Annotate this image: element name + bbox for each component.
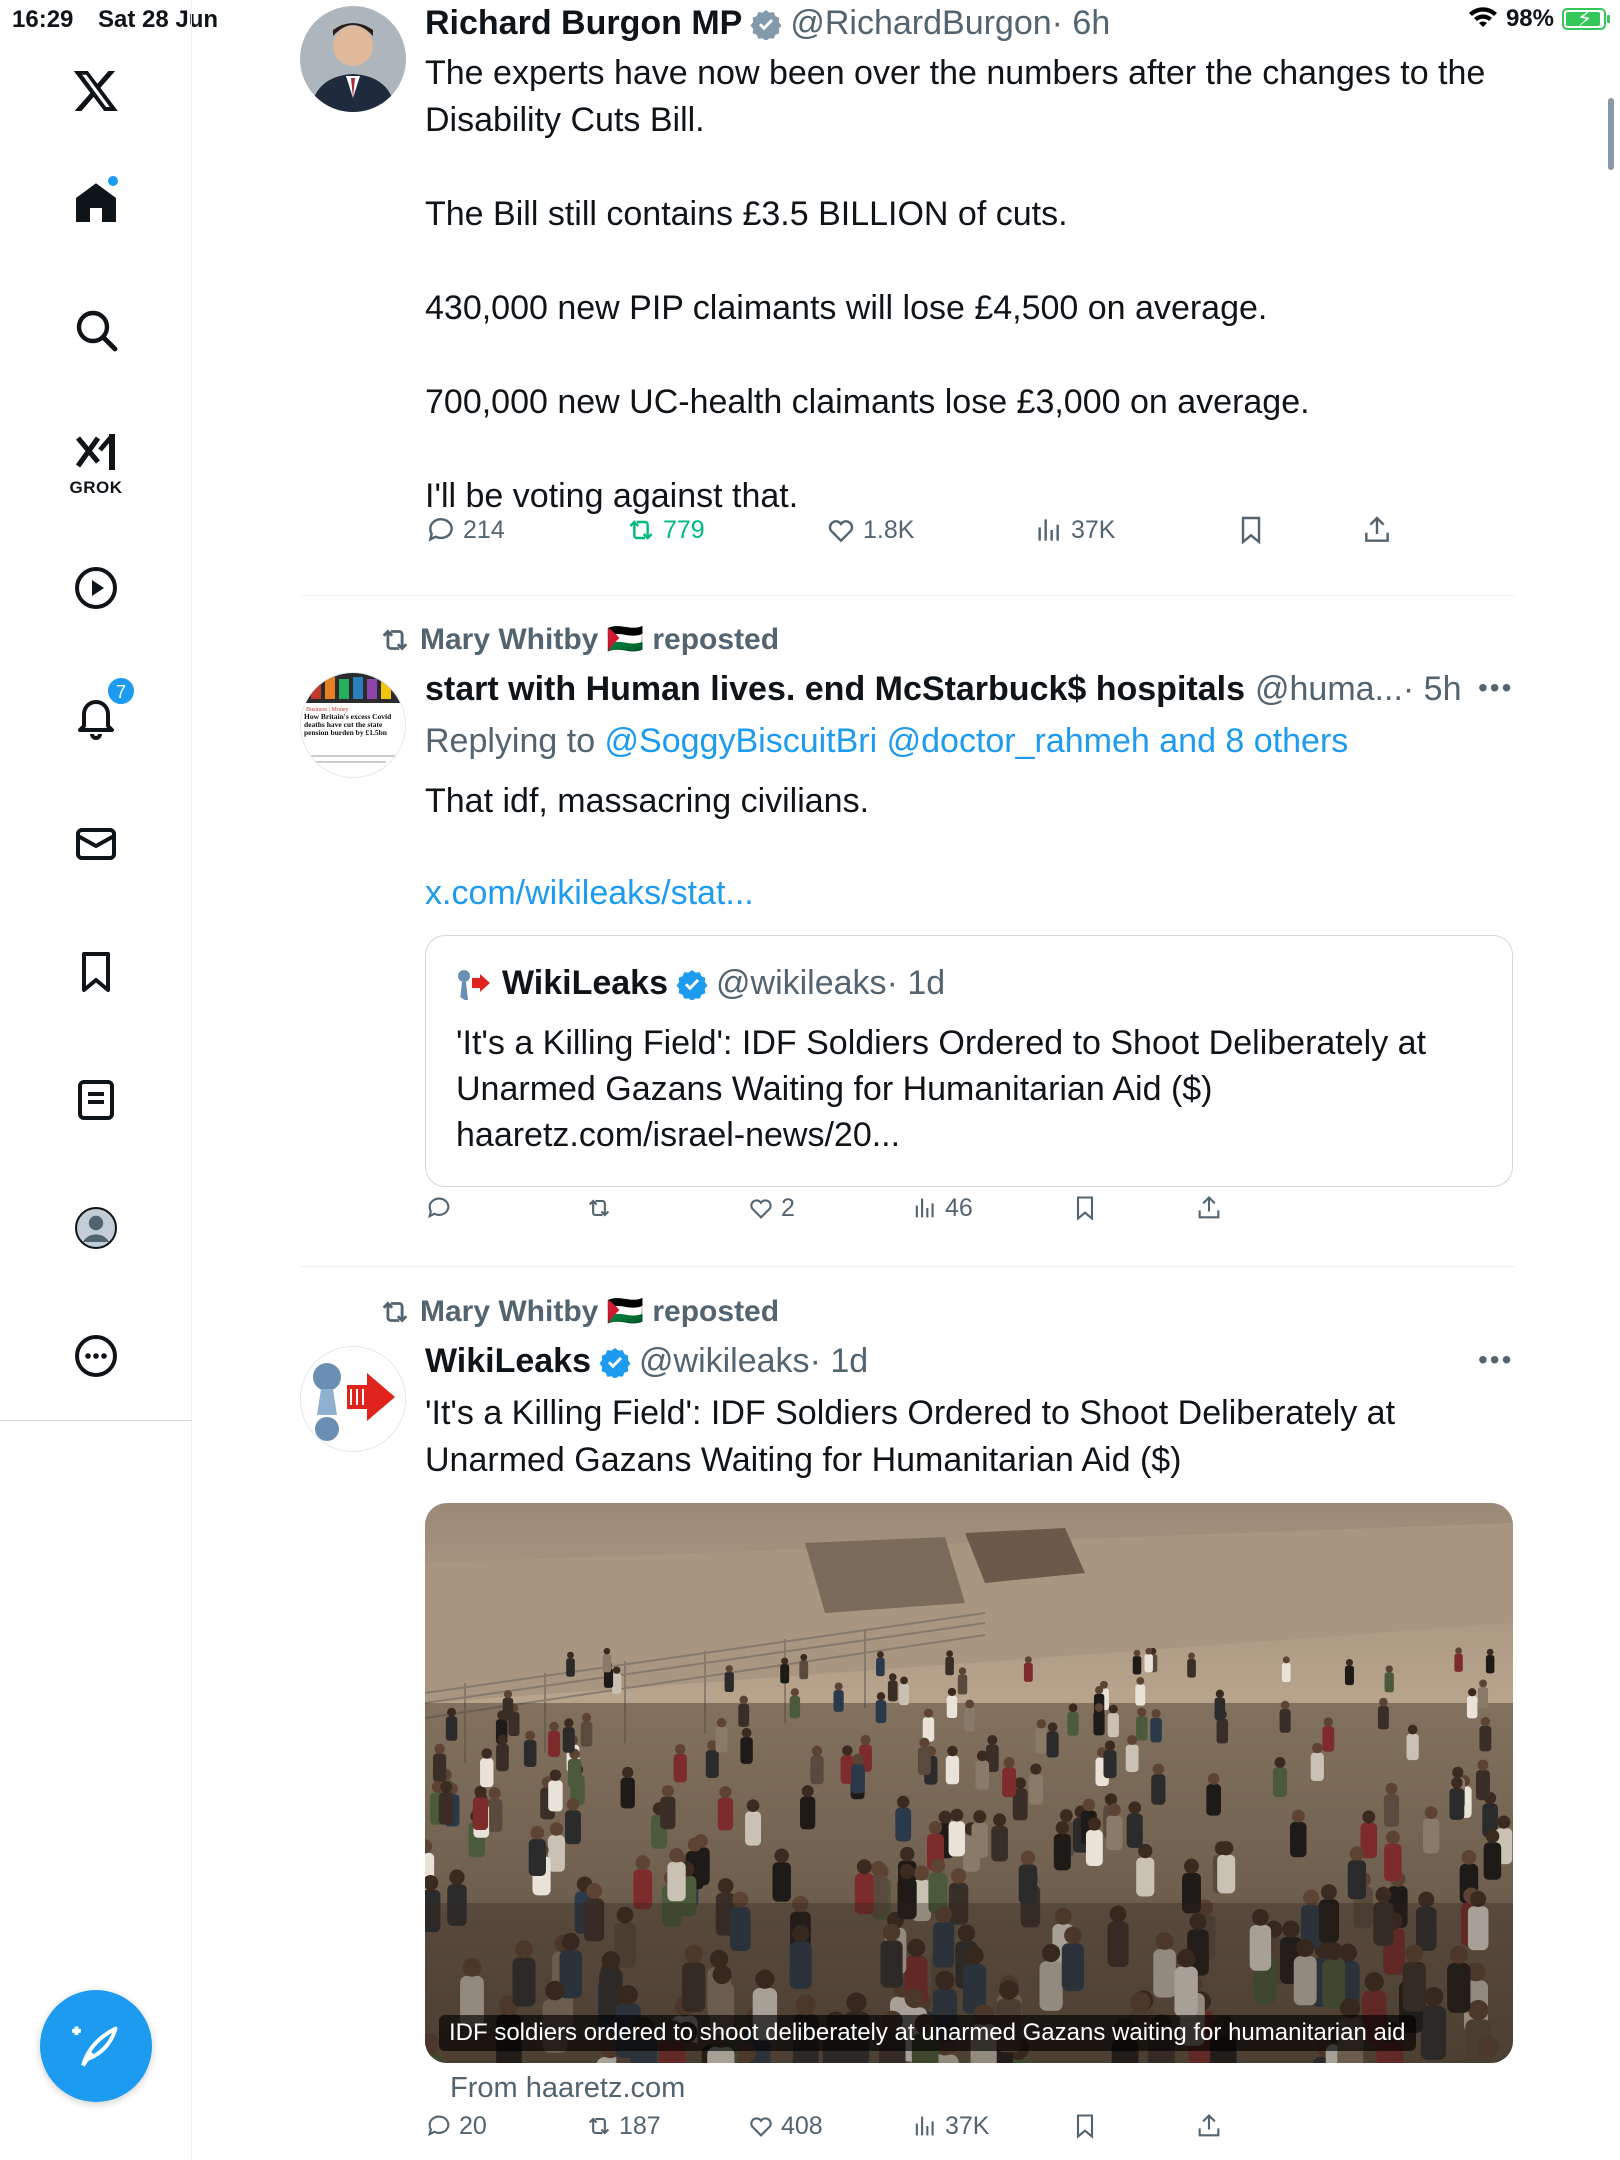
bookmark-button[interactable] xyxy=(1235,514,1267,546)
mail-icon[interactable] xyxy=(66,814,126,874)
media-caption: IDF soldiers ordered to shoot deliberately at unarmed Gazans waiting for humanitarian aid xyxy=(439,2015,1416,2051)
reply-button[interactable] xyxy=(425,514,505,546)
like-button[interactable] xyxy=(747,1194,795,1223)
repost-small-icon xyxy=(378,1295,412,1329)
tweet3-handle[interactable]: @wikileaks xyxy=(639,1342,810,1380)
repost-count: 779 xyxy=(663,515,705,544)
scrollbar[interactable] xyxy=(1608,98,1614,170)
tweet3-text: 'It's a Killing Field': IDF Soldiers Ordered to Shoot Deliberately at Unarmed Gazans Waiting for Humanitarian Aid ($) xyxy=(425,1394,1405,1479)
avatar-article-headline: How Britain's excess Covid deaths have cut the state pension burden by £1.5bn xyxy=(304,713,392,737)
tweet2-header xyxy=(425,670,1461,709)
reply-button[interactable] xyxy=(425,1194,459,1222)
repost-button[interactable] xyxy=(625,514,705,546)
list-icon[interactable] xyxy=(66,1070,126,1130)
reply-icon xyxy=(425,2112,453,2140)
reply-icon xyxy=(425,514,457,546)
wifi-icon xyxy=(1468,7,1498,31)
like-count: 2 xyxy=(781,1193,795,1222)
grok-label: GROK xyxy=(69,478,123,497)
views-icon xyxy=(911,2112,939,2140)
like-count: 408 xyxy=(781,2111,823,2140)
status-date: Sat 28 Jun xyxy=(98,6,219,33)
bookmark-icon xyxy=(1071,2112,1099,2140)
battery-icon: ⚡ xyxy=(1562,8,1606,30)
replying-to-link[interactable]: @SoggyBiscuitBri @doctor_rahmeh and 8 others xyxy=(604,722,1349,760)
status-right xyxy=(1468,5,1606,33)
avatar-human-lives[interactable] xyxy=(300,672,406,778)
tweet3-header xyxy=(425,1342,868,1381)
tweet1-handle[interactable]: @RichardBurgon xyxy=(790,4,1052,42)
views-icon xyxy=(911,1194,939,1222)
tweet2-replying xyxy=(425,718,1348,765)
compose-icon xyxy=(70,2020,122,2072)
quoted-tweet[interactable] xyxy=(425,935,1513,1187)
profile-icon[interactable] xyxy=(66,1198,126,1258)
bell-icon[interactable] xyxy=(66,682,126,746)
repost-button[interactable] xyxy=(585,2112,661,2141)
share-icon xyxy=(1195,1194,1223,1222)
views-button[interactable] xyxy=(911,1194,973,1223)
views-icon xyxy=(1033,514,1065,546)
avatar-wikileaks[interactable] xyxy=(300,1346,406,1452)
tweet1-text: The experts have now been over the numbers after the changes to the Disability Cuts Bill. The Bill still contains £3.5 BILLION of cuts. 430,000 new PIP claimants will lose £4,500 on average. 700,000 new UC-health claimants lose £3,000 on average. I'll be voting against that. xyxy=(425,54,1486,515)
tweet2-reposted-by[interactable]: Mary Whitby 🇵🇸 reposted xyxy=(420,623,780,656)
tweet1-name[interactable]: Richard Burgon MP xyxy=(425,4,743,42)
verified-blue-icon xyxy=(599,1346,631,1378)
tweet2-time: · 5h xyxy=(1402,670,1462,708)
repost-icon xyxy=(585,2112,613,2140)
heart-icon xyxy=(747,2112,775,2140)
reply-count: 214 xyxy=(463,515,505,544)
tweet1-header xyxy=(425,4,1110,43)
tweet2-handle[interactable]: @huma... xyxy=(1254,670,1403,708)
views-count: 37K xyxy=(945,2111,990,2140)
bookmark-button[interactable] xyxy=(1071,2112,1099,2140)
sidebar-divider xyxy=(0,1420,192,1421)
avatar-richard-burgon[interactable] xyxy=(300,6,406,112)
tweet1-time: · 6h xyxy=(1051,4,1111,42)
tweet3-media-image[interactable] xyxy=(425,1503,1513,2063)
share-button[interactable] xyxy=(1195,2112,1223,2140)
tweet2-text: That idf, massacring civilians. xyxy=(425,782,870,820)
bookmark-icon[interactable] xyxy=(66,942,126,1002)
share-icon xyxy=(1195,2112,1223,2140)
bookmark-button[interactable] xyxy=(1071,1194,1099,1222)
quote-time: · 1d xyxy=(886,964,946,1002)
share-button[interactable] xyxy=(1195,1194,1223,1222)
views-button[interactable] xyxy=(911,2112,989,2141)
avatar-article-tag: Business | Money xyxy=(306,707,349,713)
compose-button[interactable] xyxy=(40,1990,152,2102)
status-time: 16:29 xyxy=(12,6,74,33)
verified-blue-icon xyxy=(676,968,708,1000)
like-button[interactable] xyxy=(825,514,914,546)
quote-header xyxy=(502,964,945,1003)
home-badge-dot xyxy=(106,174,120,188)
sidebar xyxy=(0,0,192,2160)
views-count: 46 xyxy=(945,1193,973,1222)
tweet-divider xyxy=(300,595,1515,596)
quote-text: 'It's a Killing Field': IDF Soldiers Ordered to Shoot Deliberately at Unarmed Gazans Waiting for Humanitarian Aid ($) haaretz.com/israel-news/20... xyxy=(456,1024,1427,1154)
quote-name: WikiLeaks xyxy=(502,964,668,1002)
tweet2-name[interactable]: start with Human lives. end McStarbuck$ hospitals xyxy=(425,670,1245,708)
media-source[interactable]: From haaretz.com xyxy=(450,2072,686,2104)
quote-handle: @wikileaks xyxy=(716,964,887,1002)
reply-count: 20 xyxy=(459,2111,487,2140)
repost-count: 187 xyxy=(619,2111,661,2140)
tweet2-repost-label xyxy=(378,622,779,657)
x-logo-icon[interactable] xyxy=(66,60,126,120)
reply-button[interactable] xyxy=(425,2112,487,2141)
views-button[interactable] xyxy=(1033,514,1115,546)
repost-small-icon xyxy=(378,623,412,657)
battery-percent: 98% xyxy=(1505,5,1554,32)
video-icon[interactable] xyxy=(66,558,126,618)
bookmark-icon xyxy=(1071,1194,1099,1222)
grok-icon[interactable] xyxy=(66,424,126,484)
tweet2-link[interactable]: x.com/wikileaks/stat... xyxy=(425,874,754,912)
tweet2-more-icon[interactable]: ••• xyxy=(1478,672,1514,703)
like-button[interactable] xyxy=(747,2112,823,2141)
tweet3-reposted-by[interactable]: Mary Whitby 🇵🇸 reposted xyxy=(420,1295,780,1328)
tweet3-time: · 1d xyxy=(809,1342,869,1380)
repost-icon xyxy=(585,1194,613,1222)
share-icon xyxy=(1361,514,1393,546)
views-count: 37K xyxy=(1071,515,1116,544)
share-button[interactable] xyxy=(1361,514,1393,546)
bookmark-icon xyxy=(1235,514,1267,546)
quote-avatar xyxy=(454,964,492,1002)
replying-prefix: Replying to xyxy=(425,722,605,760)
more-icon[interactable] xyxy=(66,1326,126,1386)
like-count: 1.8K xyxy=(863,515,915,544)
heart-icon xyxy=(825,514,857,546)
tweet3-more-icon[interactable]: ••• xyxy=(1478,1344,1514,1375)
tweet3-name[interactable]: WikiLeaks xyxy=(425,1342,591,1380)
reply-icon xyxy=(425,1194,453,1222)
notifications-badge: 7 xyxy=(106,676,136,706)
crowd-photo xyxy=(425,1503,1513,2063)
repost-button[interactable] xyxy=(585,1194,619,1222)
tweet3-repost-label xyxy=(378,1294,779,1329)
verified-gray-icon xyxy=(750,8,782,40)
search-icon[interactable] xyxy=(66,300,126,360)
repost-icon xyxy=(625,514,657,546)
home-icon[interactable] xyxy=(66,172,126,232)
tweet-divider xyxy=(300,1266,1515,1267)
heart-icon xyxy=(747,1194,775,1222)
